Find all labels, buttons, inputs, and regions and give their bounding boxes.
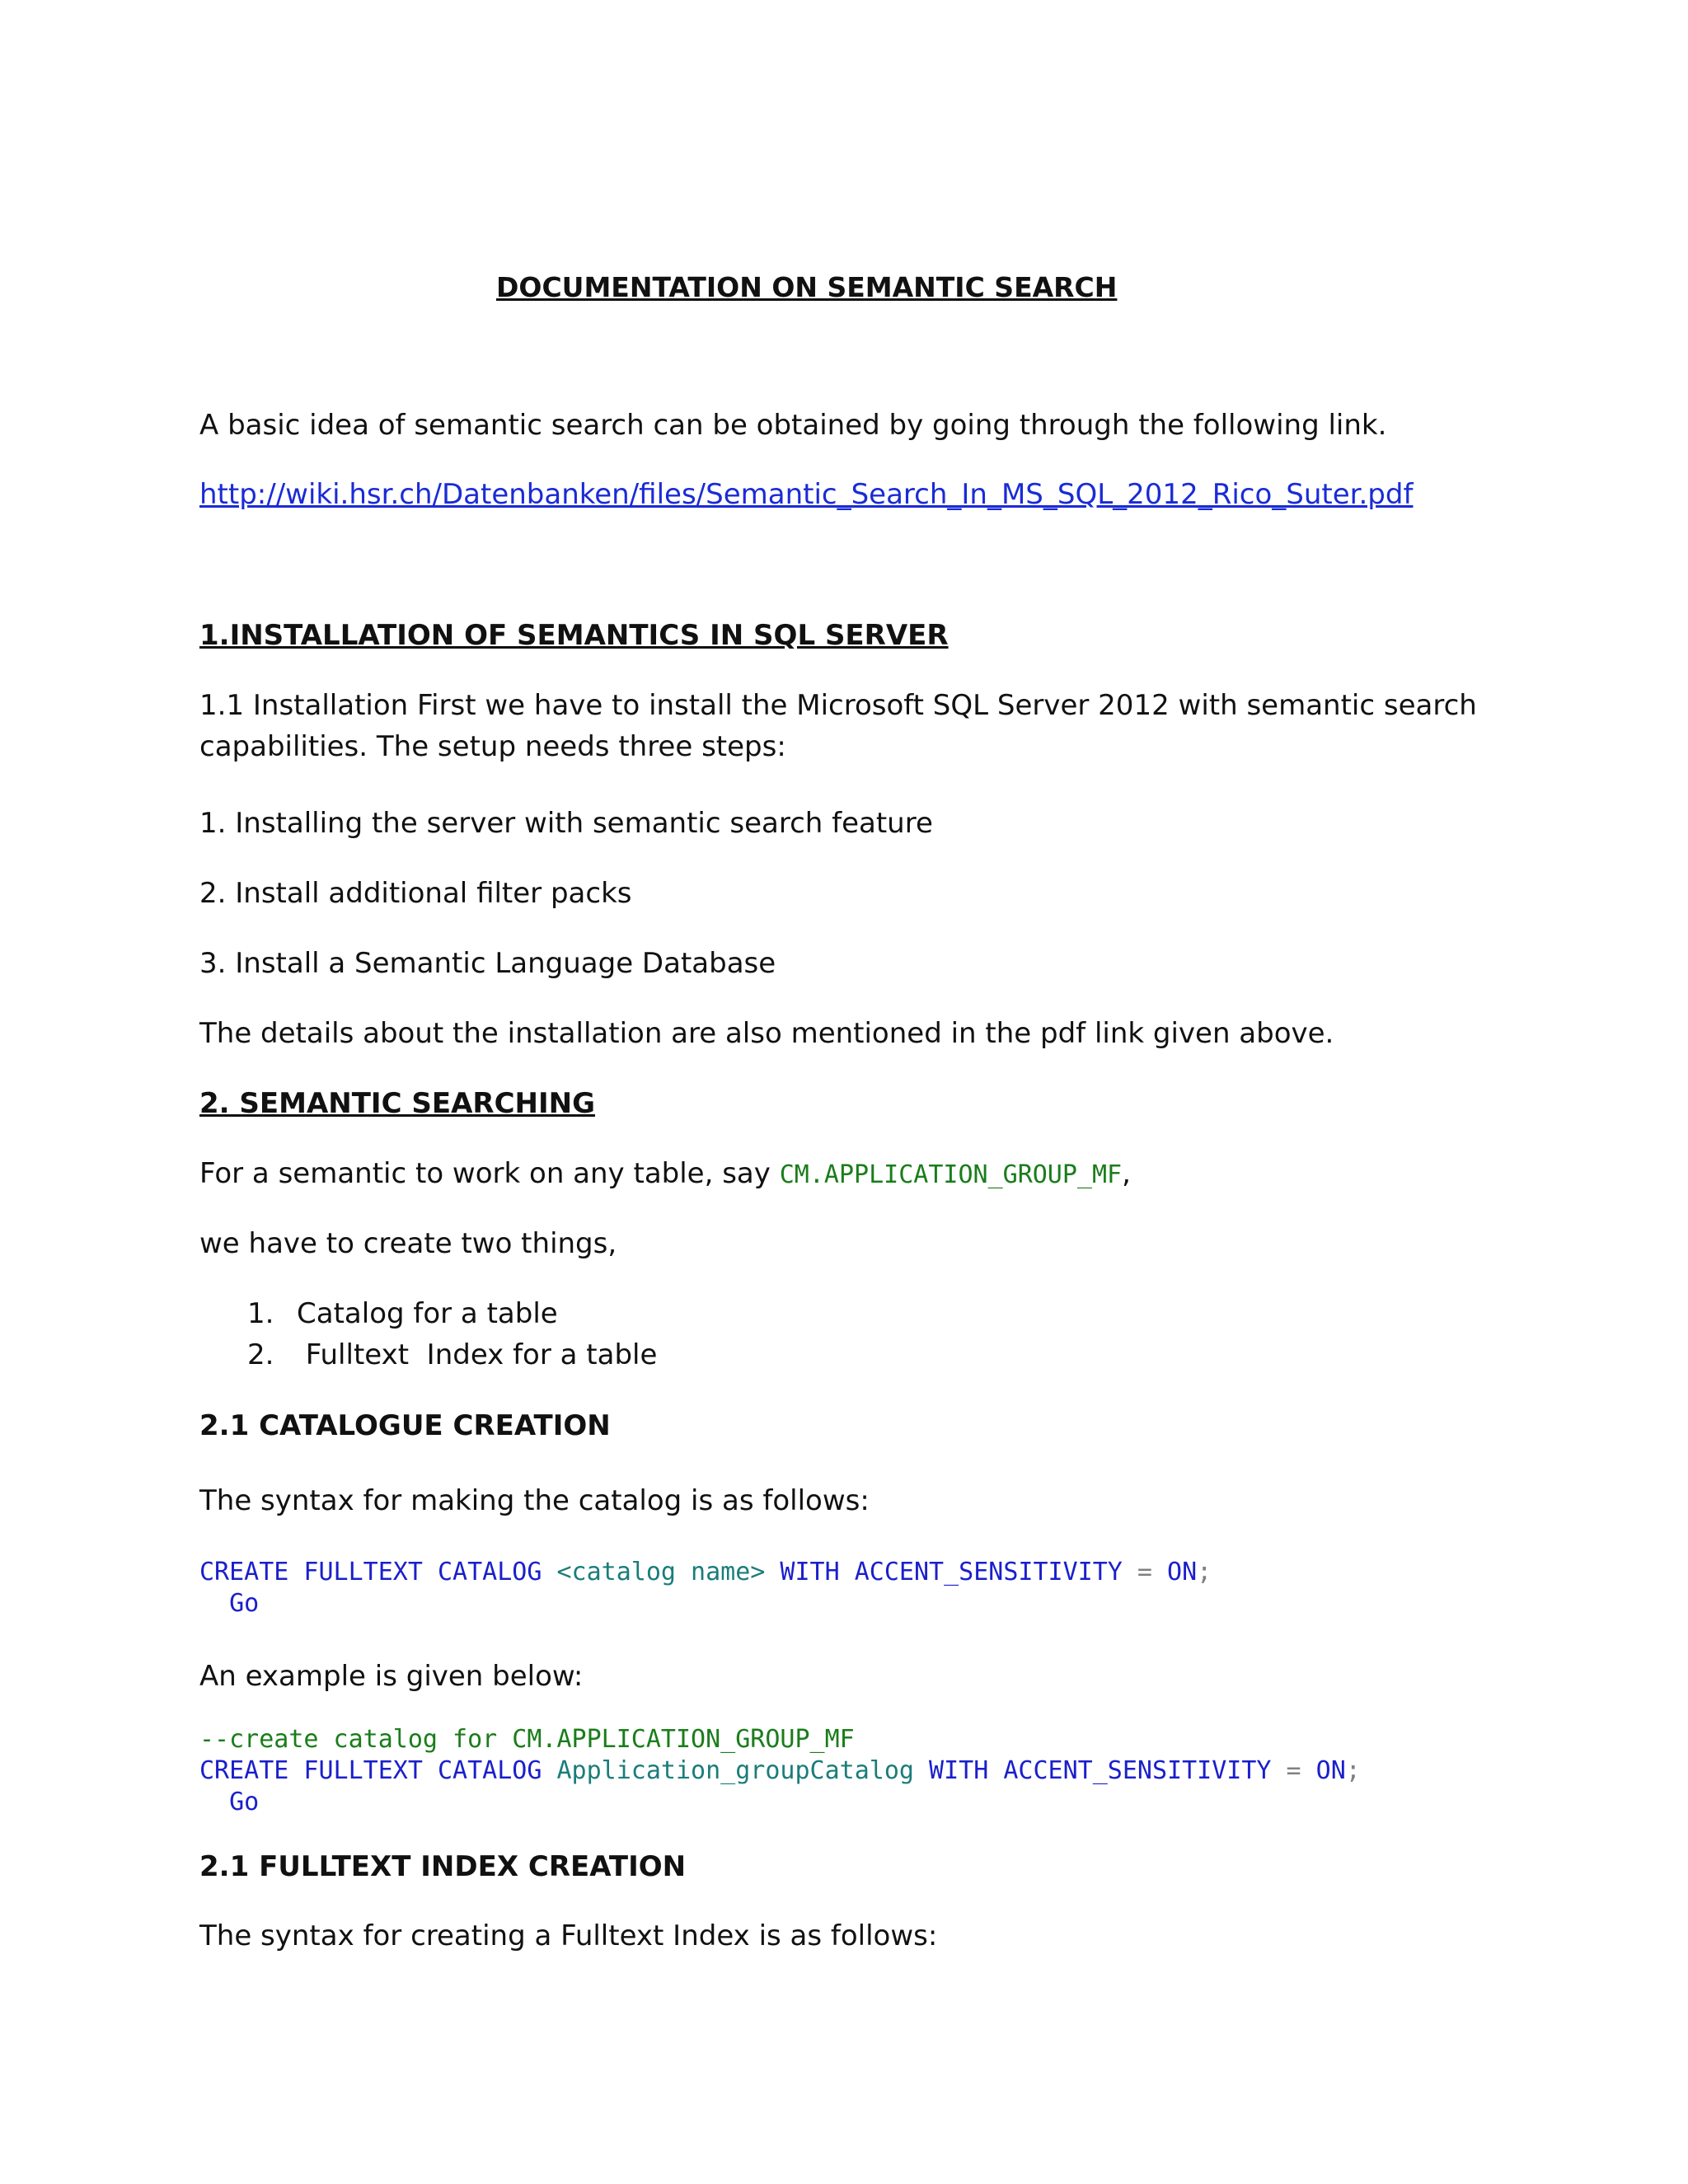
code-identifier: <catalog name>	[556, 1558, 766, 1586]
section2-paragraph	[199, 1155, 1131, 1193]
install-step-1: 1. Installing the server with semantic search feature	[199, 807, 933, 840]
section22-heading: 2.1 FULLTEXT INDEX CREATION	[199, 1850, 687, 1883]
catalog-syntax-code-line1	[199, 1557, 1212, 1588]
code-semicolon: ;	[1197, 1558, 1212, 1586]
section2-paragraph-2: we have to create two things,	[199, 1227, 617, 1260]
list-item-number: 1.	[247, 1297, 274, 1330]
list-item-text: Fulltext Index for a table	[297, 1338, 658, 1371]
example-intro: An example is given below:	[199, 1660, 584, 1693]
install-step-2: 2. Install additional filter packs	[199, 877, 632, 910]
fulltext-syntax-intro: The syntax for creating a Fulltext Index is as follows:	[199, 1919, 938, 1952]
section1-paragraph-line1: 1.1 Installation First we have to install the Microsoft SQL Server 2012 with semantic search	[199, 689, 1477, 722]
code-operator: =	[1137, 1558, 1152, 1586]
code-keyword: WITH ACCENT_SENSITIVITY	[913, 1756, 1287, 1785]
table-name-code: CM.APPLICATION_GROUP_MF	[779, 1160, 1123, 1189]
document-title: DOCUMENTATION ON SEMANTIC SEARCH	[496, 271, 1118, 303]
catalog-syntax-intro: The syntax for making the catalog is as follows:	[199, 1484, 870, 1517]
example-code-comment: --create catalog for CM.APPLICATION_GROUP_MF	[199, 1725, 855, 1754]
example-code-go: Go	[199, 1788, 260, 1816]
example-code-line	[199, 1755, 1361, 1787]
intro-paragraph: A basic idea of semantic search can be obtained by going through the following link.	[199, 409, 1387, 442]
section2-paragraph-prefix: For a semantic to work on any table, say	[199, 1157, 780, 1190]
install-step-3: 3. Install a Semantic Language Database	[199, 947, 776, 980]
code-keyword: ON	[1301, 1756, 1346, 1785]
code-keyword: CREATE FULLTEXT CATALOG	[199, 1558, 557, 1586]
code-identifier: Application_groupCatalog	[556, 1756, 914, 1785]
code-operator: =	[1286, 1756, 1301, 1785]
section2-paragraph-suffix: ,	[1122, 1157, 1131, 1190]
installation-details: The details about the installation are also mentioned in the pdf link given above.	[199, 1017, 1334, 1050]
list-item-number: 2.	[247, 1338, 274, 1371]
list-item-text: Catalog for a table	[297, 1297, 558, 1330]
code-keyword: WITH ACCENT_SENSITIVITY	[765, 1558, 1137, 1586]
section21-heading: 2.1 CATALOGUE CREATION	[199, 1409, 611, 1442]
code-keyword: CREATE FULLTEXT CATALOG	[199, 1756, 557, 1785]
reference-link[interactable]: http://wiki.hsr.ch/Datenbanken/files/Semantic_Search_In_MS_SQL_2012_Rico_Suter.pdf	[199, 478, 1414, 511]
code-keyword: ON	[1151, 1558, 1198, 1586]
section1-heading: 1.INSTALLATION OF SEMANTICS IN SQL SERVER	[199, 619, 949, 652]
section1-paragraph-line2: capabilities. The setup needs three steps:	[199, 730, 786, 763]
section2-heading: 2. SEMANTIC SEARCHING	[199, 1087, 595, 1120]
code-semicolon: ;	[1345, 1756, 1361, 1785]
catalog-syntax-code-go: Go	[199, 1589, 260, 1618]
